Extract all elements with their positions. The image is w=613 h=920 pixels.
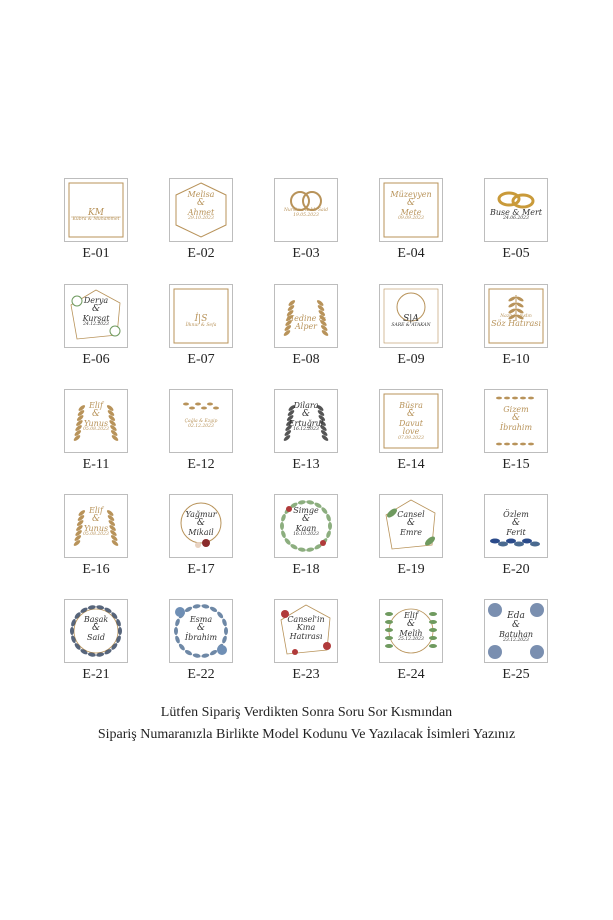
- design-names: [170, 420, 232, 429]
- model-code: E-06: [82, 352, 110, 367]
- design-names: [275, 616, 337, 641]
- design-name-line: Derya: [83, 296, 109, 305]
- design-name-line: &: [511, 518, 520, 529]
- design-name-line: İbrahim: [184, 632, 218, 642]
- design-names: [380, 612, 442, 643]
- design-name-line: İbrahim: [499, 422, 533, 432]
- design-name-line: Kurşat: [82, 313, 110, 323]
- model-preview-image: [274, 494, 338, 558]
- model-code: E-03: [292, 246, 320, 261]
- model-preview-image: [169, 389, 233, 453]
- design-names: [65, 616, 127, 642]
- model-preview-image: [379, 494, 443, 558]
- model-code: E-01: [82, 246, 110, 261]
- model-preview-image: [64, 389, 128, 453]
- design-name-line: &: [196, 518, 205, 529]
- design-name-line: 09.09.2023: [398, 216, 424, 222]
- design-name-line: Elif: [89, 401, 103, 410]
- design-name-line: &: [91, 409, 100, 420]
- design-name-line: &: [301, 409, 310, 420]
- design-names: [380, 511, 442, 537]
- design-name-line: Mikail: [188, 527, 214, 537]
- model-preview-image: [274, 599, 338, 663]
- design-name-line: Elif: [89, 506, 103, 515]
- design-name-line: 19.05.2023: [293, 212, 319, 218]
- design-name-line: 07.09.2023: [398, 435, 424, 441]
- design-names: [275, 209, 337, 218]
- design-name-line: KM: [88, 208, 104, 218]
- design-names: [485, 612, 547, 644]
- design-name-line: 29.10.2023: [188, 216, 214, 222]
- model-preview-image: [169, 284, 233, 348]
- model-code: E-24: [397, 667, 425, 682]
- design-name-line: 16.10.2023: [293, 532, 319, 538]
- model-code: E-04: [397, 246, 425, 261]
- model-preview-image: [379, 178, 443, 242]
- design-name-line: &: [91, 514, 100, 525]
- design-name-line: Kübra & Muhammet: [72, 217, 120, 223]
- design-name-line: Simge: [293, 506, 319, 515]
- design-name-line: 05.08.2023: [83, 427, 109, 433]
- design-name-line: Cansel'in: [287, 615, 325, 624]
- model-preview-image: [484, 389, 548, 453]
- design-name-line: Esma: [189, 615, 213, 624]
- design-name-line: Melih: [399, 628, 423, 638]
- design-name-line: Söz Hatırası: [491, 318, 541, 328]
- model-preview-image: [64, 494, 128, 558]
- design-name-line: Hatırası: [289, 631, 323, 641]
- model-code: E-08: [292, 352, 320, 367]
- design-names: [65, 209, 127, 223]
- model-code: E-05: [502, 246, 530, 261]
- model-preview-image: [484, 178, 548, 242]
- design-name-line: Melisa: [187, 190, 215, 199]
- model-code: E-17: [187, 562, 215, 577]
- design-name-line: Emre: [400, 527, 422, 537]
- design-names: [170, 315, 232, 329]
- model-code: E-22: [187, 667, 215, 682]
- model-code: E-21: [82, 667, 110, 682]
- design-names: [485, 406, 547, 432]
- instruction-line-2: Sipariş Numaranızla Birlikte Model Kodunu Ve Yazılacak İsimleri Yazınız: [97, 727, 516, 742]
- design-name-line: &: [511, 620, 520, 631]
- design-name-line: &: [196, 623, 205, 634]
- design-names: [170, 191, 232, 222]
- model-preview-image: [274, 178, 338, 242]
- model-code: E-13: [292, 457, 320, 472]
- design-name-line: Çağla & Ezgip: [184, 419, 218, 424]
- design-name-line: &: [406, 409, 415, 420]
- design-name-line: Dilara: [293, 401, 319, 410]
- design-name-line: Ertuğrul: [288, 418, 324, 428]
- design-name-line: love: [402, 427, 420, 437]
- design-name-line: İ|S: [194, 314, 208, 324]
- design-name-line: İlknur & Sefa: [185, 323, 217, 329]
- order-instructions: [0, 702, 613, 746]
- model-preview-image: [484, 599, 548, 663]
- design-name-line: Said: [87, 632, 105, 642]
- model-preview-image: [379, 599, 443, 663]
- design-name-line: &: [301, 514, 310, 525]
- model-preview-image: [64, 284, 128, 348]
- design-name-line: Yunus: [83, 418, 109, 428]
- design-name-line: S|A: [403, 314, 419, 324]
- model-preview-image: [379, 389, 443, 453]
- model-code: E-19: [397, 562, 425, 577]
- model-preview-image: [169, 599, 233, 663]
- design-names: [380, 402, 442, 441]
- model-code: E-20: [502, 562, 530, 577]
- model-preview-image: [64, 599, 128, 663]
- design-name-line: Alper: [294, 322, 317, 332]
- design-name-line: Cansel: [397, 510, 425, 519]
- design-name-line: SARE & ATAKAN: [391, 323, 431, 329]
- model-code: E-07: [187, 352, 215, 367]
- instruction-line-1: Lütfen Sipariş Verdikten Sonra Soru Sor Kısmından: [160, 705, 453, 720]
- model-preview-image: [169, 178, 233, 242]
- model-code: E-15: [502, 457, 530, 472]
- design-name-line: Batuhan: [498, 629, 534, 639]
- design-name-line: &: [91, 304, 100, 315]
- design-name-line: Yağmur: [185, 510, 217, 519]
- design-names: [275, 315, 337, 332]
- model-preview-image: [169, 494, 233, 558]
- design-name-line: 23.12.2023: [503, 638, 529, 644]
- design-name-line: 24.06.2023: [503, 216, 529, 222]
- design-name-line: &: [196, 198, 205, 209]
- model-preview-image: [379, 284, 443, 348]
- model-code: E-02: [187, 246, 215, 261]
- design-name-line: Müzeyyen: [390, 190, 432, 199]
- design-names: [170, 511, 232, 537]
- model-code: E-14: [397, 457, 425, 472]
- design-name-line: &: [406, 198, 415, 209]
- model-preview-image: [274, 284, 338, 348]
- design-name-line: Nursima & M. Said: [283, 208, 329, 213]
- design-name-line: &: [91, 623, 100, 634]
- design-name-line: Elif: [404, 611, 418, 620]
- design-name-line: Başak: [83, 615, 109, 624]
- design-names: [380, 191, 442, 222]
- design-name-line: Ferit: [506, 527, 526, 537]
- model-preview-image: [484, 284, 548, 348]
- design-names: [65, 507, 127, 538]
- design-names: [65, 297, 127, 328]
- design-name-line: Kına: [296, 623, 316, 633]
- design-name-line: Özlem: [503, 510, 529, 519]
- design-name-line: Mete: [400, 207, 422, 217]
- model-preview-image: [484, 494, 548, 558]
- design-name-line: Kaan: [295, 523, 317, 533]
- design-name-line: &: [406, 619, 415, 630]
- model-code: E-25: [502, 667, 530, 682]
- design-name-line: Davut: [398, 418, 424, 428]
- design-names: [275, 507, 337, 538]
- model-code: E-23: [292, 667, 320, 682]
- design-names: [275, 402, 337, 433]
- design-name-line: &: [511, 413, 520, 424]
- design-name-line: Büşra: [399, 401, 423, 410]
- design-name-line: 24.12.2023: [83, 322, 109, 328]
- model-preview-image: [274, 389, 338, 453]
- model-code: E-12: [187, 457, 215, 472]
- design-names: [485, 209, 547, 222]
- model-code: E-11: [82, 457, 110, 472]
- design-name-line: Buse & Mert: [489, 208, 543, 217]
- design-name-line: Nazlı & Aydın: [500, 314, 532, 319]
- design-name-line: 02.12.2023: [188, 423, 214, 429]
- design-name-line: Gizem: [503, 405, 529, 414]
- design-names: [170, 616, 232, 642]
- design-names: [485, 315, 547, 328]
- design-names: [65, 402, 127, 433]
- design-name-line: &: [406, 518, 415, 529]
- design-name-line: 25.12.2023: [398, 637, 424, 643]
- model-code: E-16: [82, 562, 110, 577]
- model-code: E-09: [397, 352, 425, 367]
- design-names: [380, 315, 442, 329]
- design-name-line: 05.08.2023: [83, 532, 109, 538]
- design-name-line: Yunus: [83, 523, 109, 533]
- design-names: [485, 511, 547, 537]
- design-name-line: Ahmet: [187, 207, 215, 217]
- model-code: E-10: [502, 352, 530, 367]
- design-name-line: Medine &: [285, 314, 327, 323]
- model-preview-image: [64, 178, 128, 242]
- design-name-line: 16.12.2023: [293, 427, 319, 433]
- model-code: E-18: [292, 562, 320, 577]
- design-name-line: Eda: [507, 611, 525, 621]
